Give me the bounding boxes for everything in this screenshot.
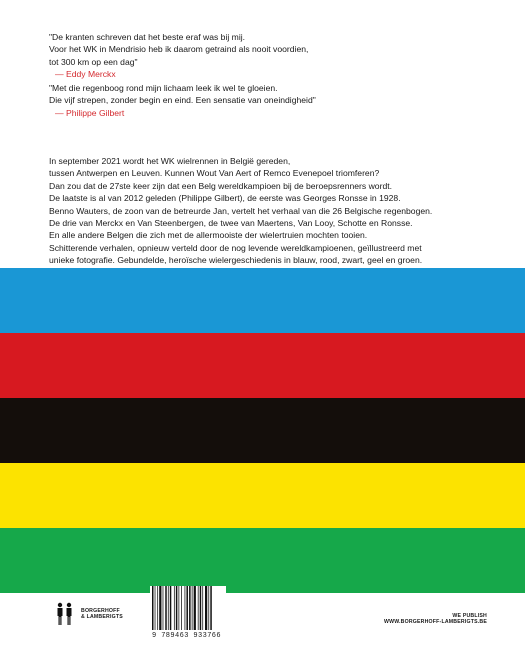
quote-line: "De kranten schreven dat het beste eraf was bij mij. (49, 32, 246, 42)
barcode-bar (170, 586, 172, 630)
blurb-line: tussen Antwerpen en Leuven. Kunnen Wout Van Aert of Remco Evenepoel triomferen? (49, 168, 380, 179)
publisher-slogan: WE PUBLISH (452, 613, 487, 619)
isbn-number: 9 789463 933766 (152, 632, 222, 640)
blurb-line: En alle andere Belgen die zich met de allermooiste der wielertruien mochten tooien. (49, 230, 368, 241)
barcode-bar (155, 586, 156, 630)
blurb-line: Dan zou dat de 27ste keer zijn dat een Belg wereldkampioen bij de beroepsrenners wordt. (49, 180, 393, 191)
stripe-green (0, 528, 525, 593)
barcode-bar (168, 586, 169, 630)
stripe-red (0, 333, 525, 398)
barcode-bar (189, 586, 191, 630)
brand-line: BORGERHOFF (81, 607, 120, 614)
brand-line: & LAMBERIGTS (81, 614, 123, 620)
stripe-blue (0, 268, 525, 333)
barcode-bar (157, 586, 158, 630)
brand-name (81, 608, 123, 620)
barcode-bar (194, 586, 196, 630)
barcode-bar (181, 586, 182, 630)
blurb-line: Schitterende verhalen, opnieuw verteld door de nog levende wereldkampioenen, geïllustreerd met (49, 242, 422, 253)
barcode-bar (179, 586, 180, 630)
barcode-bar (198, 586, 199, 630)
isbn-barcode (150, 586, 226, 642)
barcode-bar (152, 586, 154, 630)
blurb (49, 155, 432, 267)
quote-author: — Eddy Merckx (55, 69, 116, 80)
quote-gilbert (49, 82, 316, 119)
quote-author: — Philippe Gilbert (55, 107, 125, 118)
figures-icon (55, 602, 75, 626)
barcode-bar (202, 586, 203, 630)
barcode-bar (208, 586, 209, 630)
barcode-bar (210, 586, 212, 630)
barcode-bar (186, 586, 188, 630)
stripe-yellow (0, 463, 525, 528)
publisher-info (384, 613, 487, 625)
blurb-line: In september 2021 wordt het WK wielrennen in België gereden, (49, 156, 291, 166)
publisher-url: WWW.BORGERHOFF-LAMBERIGTS.BE (384, 619, 487, 626)
blurb-line: De drie van Merckx en Van Steenbergen, de twee van Maertens, Van Looy, Schotte en Ronsse. (49, 218, 413, 229)
quote-merckx (49, 31, 308, 81)
barcode-icon (150, 586, 226, 630)
barcode-bar (192, 586, 193, 630)
barcode-bar (205, 586, 207, 630)
barcode-bar (163, 586, 164, 630)
barcode-bar (176, 586, 178, 630)
barcode-bar (174, 586, 175, 630)
quote-line: tot 300 km op een dag" (49, 56, 138, 67)
barcode-bar (185, 586, 186, 630)
barcode-bar (200, 586, 202, 630)
publisher-logo (55, 602, 123, 626)
blurb-line: De laatste is al van 2012 geleden (Philippe Gilbert), de eerste was Georges Ronsse in 1928. (49, 193, 401, 204)
quote-line: "Met die regenboog rond mijn lichaam leek ik wel te gloeien. (49, 83, 278, 93)
barcode-bar (165, 586, 167, 630)
blurb-line: Benno Wauters, de zoon van de betreurde Jan, vertelt het verhaal van die 26 Belgische regenbogen. (49, 205, 433, 216)
barcode-bar (159, 586, 161, 630)
blurb-line: unieke fotografie. Gebundelde, heroïsche wielergeschiedenis in blauw, rood, zwart, geel en groen. (49, 255, 423, 266)
quote-line: Die vijf strepen, zonder begin en eind. Een sensatie van oneindigheid" (49, 95, 316, 106)
stripe-black (0, 398, 525, 463)
quote-line: Voor het WK in Mendrisio heb ik daarom getraind als nooit voordien, (49, 44, 309, 55)
